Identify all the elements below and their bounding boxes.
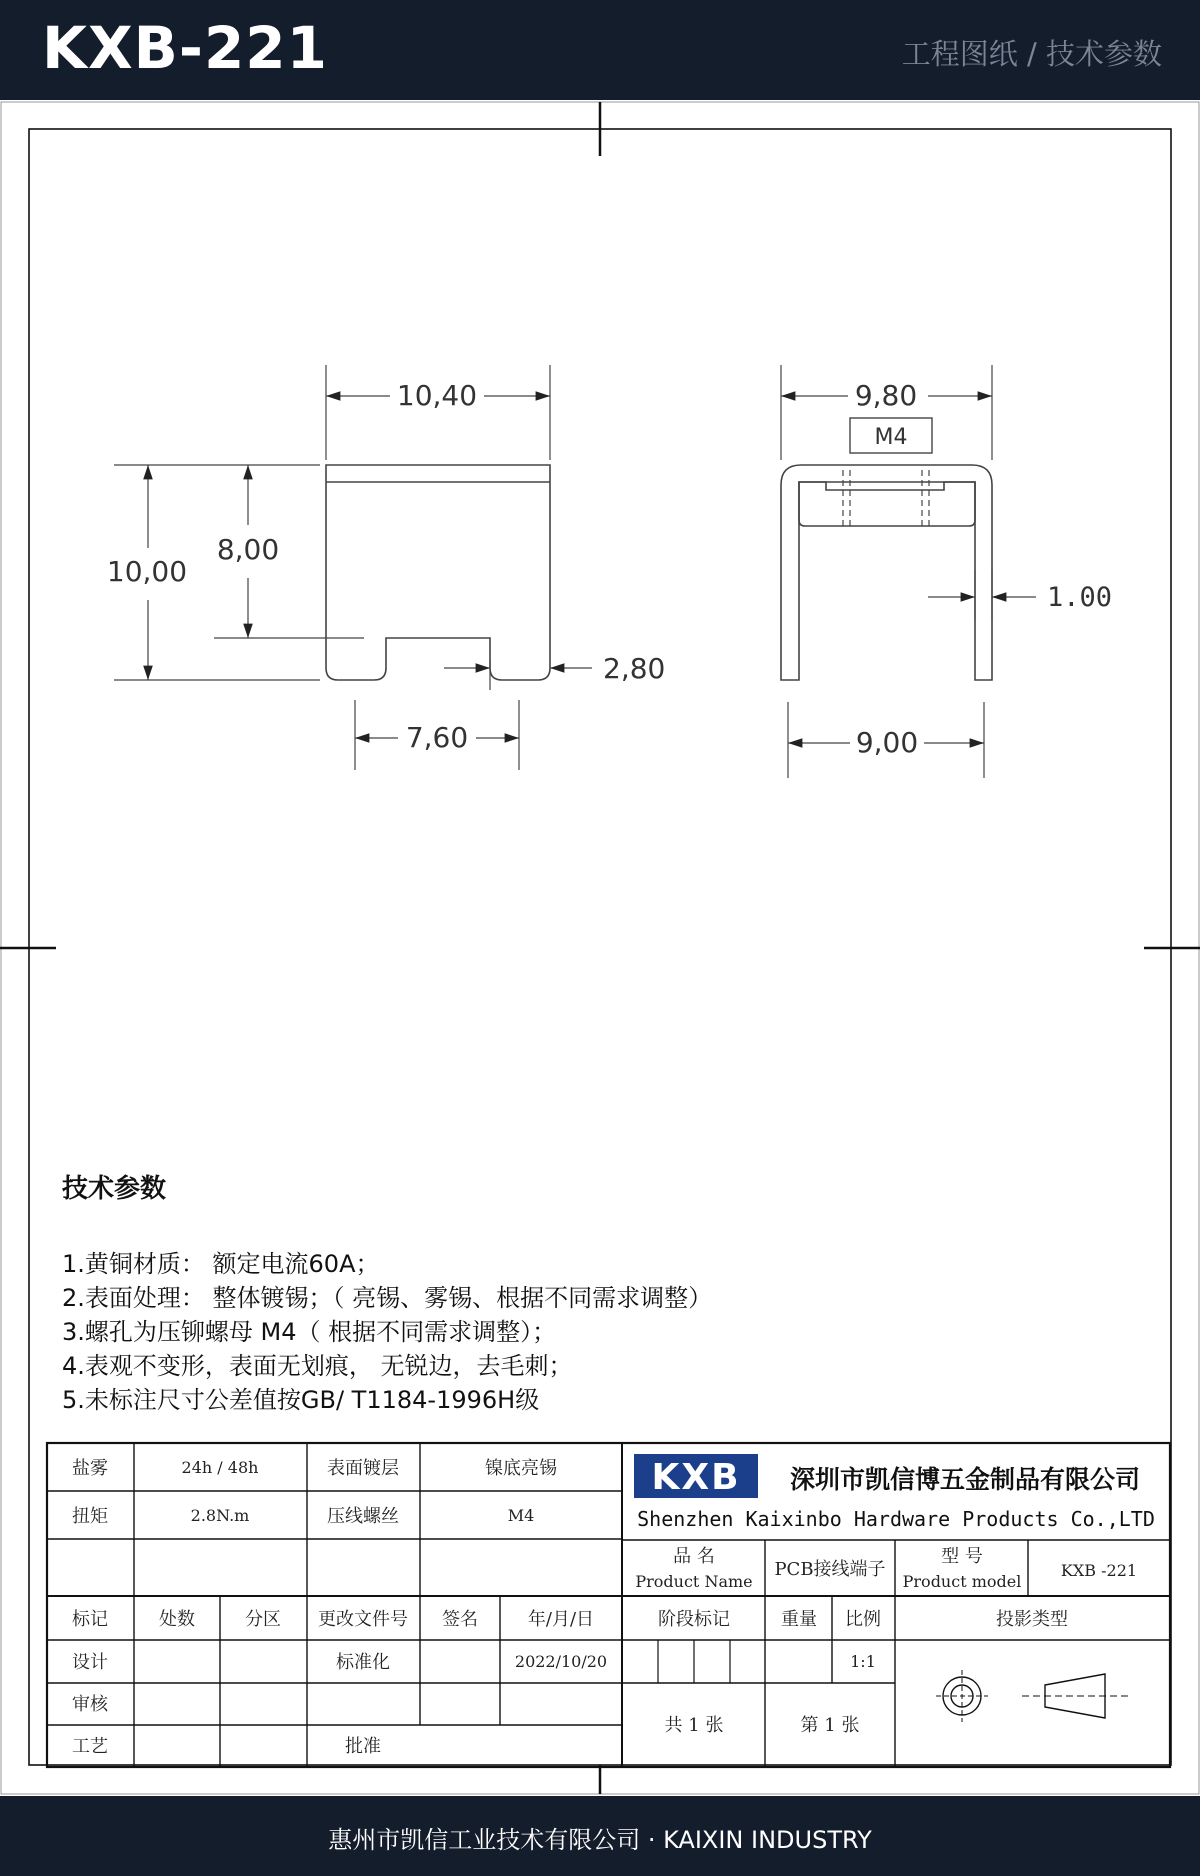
dim-front-width-top: 10,40 bbox=[396, 379, 478, 412]
tb-stage: 阶段标记 bbox=[658, 1609, 730, 1630]
tb-scale: 比例 bbox=[845, 1609, 881, 1630]
note-item: 5.未标注尺寸公差值按GB/ T1184-1996H级 bbox=[62, 1386, 540, 1414]
tb-product-name-en: Product Name bbox=[635, 1572, 753, 1591]
tb-header-zone: 分区 bbox=[245, 1609, 281, 1630]
tb-screw-value: M4 bbox=[507, 1506, 535, 1525]
notes-title: 技术参数 bbox=[62, 1174, 167, 1204]
note-item: 1.黄铜材质： 额定电流60A； bbox=[62, 1250, 380, 1278]
tb-sheet-no: 第 1 张 bbox=[800, 1715, 860, 1736]
tb-scale-value: 1:1 bbox=[850, 1652, 876, 1671]
company-logo-text: KXB bbox=[651, 1457, 741, 1498]
tb-torque-label: 扭矩 bbox=[72, 1506, 108, 1527]
tb-salt-label: 盐雾 bbox=[72, 1458, 108, 1479]
dim-front-width-bottom: 7,60 bbox=[405, 721, 469, 754]
tb-review: 审核 bbox=[72, 1694, 108, 1715]
dim-front-notch: 2,80 bbox=[603, 652, 666, 685]
side-view-m4-label: M4 bbox=[874, 425, 908, 450]
note-item: 2.表面处理： 整体镀锡；（ 亮锡、雾锡、根据不同需求调整） bbox=[62, 1284, 713, 1312]
tb-header-count: 处数 bbox=[159, 1609, 195, 1630]
dim-front-height-inner: 8,00 bbox=[216, 533, 280, 566]
tb-model-en: Product model bbox=[902, 1572, 1022, 1591]
tb-plating-label: 表面镀层 bbox=[327, 1458, 399, 1479]
front-view-outline bbox=[326, 465, 550, 680]
tb-total-sheets: 共 1 张 bbox=[664, 1715, 724, 1736]
tb-product-name-cn: 品 名 bbox=[673, 1546, 715, 1567]
note-item: 3.螺孔为压铆螺母 M4（ 根据不同需求调整）； bbox=[62, 1318, 557, 1346]
footer-text: 惠州市凯信工业技术有限公司 · KAIXIN INDUSTRY bbox=[328, 1826, 872, 1854]
tb-weight: 重量 bbox=[781, 1609, 817, 1630]
tb-standard: 标准化 bbox=[336, 1652, 390, 1673]
tb-process: 工艺 bbox=[72, 1736, 108, 1757]
tb-header-doc: 更改文件号 bbox=[318, 1609, 408, 1630]
dim-side-thickness: 1.00 bbox=[1047, 582, 1113, 613]
tb-screw-label: 压线螺丝 bbox=[327, 1506, 399, 1527]
page-subtitle: 工程图纸 / 技术参数 bbox=[901, 37, 1162, 71]
tb-projection: 投影类型 bbox=[996, 1609, 1068, 1630]
tb-salt-value: 24h / 48h bbox=[181, 1458, 259, 1477]
note-item: 4.表观不变形，表面无划痕， 无锐边，去毛刺； bbox=[62, 1352, 573, 1380]
company-name-cn: 深圳市凯信博五金制品有限公司 bbox=[789, 1465, 1141, 1494]
side-view bbox=[781, 365, 1036, 778]
tb-header-mark: 标记 bbox=[72, 1609, 108, 1630]
tb-product-name-value: PCB接线端子 bbox=[774, 1559, 886, 1580]
tb-design: 设计 bbox=[72, 1652, 108, 1673]
tb-approve: 批准 bbox=[345, 1736, 381, 1757]
tb-plating-value: 镍底亮锡 bbox=[485, 1458, 557, 1479]
page-title: KXB-221 bbox=[42, 14, 329, 82]
dim-side-width-top: 9,80 bbox=[854, 379, 918, 412]
side-view-nut bbox=[799, 482, 975, 526]
technical-notes bbox=[62, 1168, 1142, 1417]
tb-date-value: 2022/10/20 bbox=[514, 1652, 608, 1671]
company-name-en: Shenzhen Kaixinbo Hardware Products Co.,LTD bbox=[637, 1507, 1155, 1531]
footer-bar bbox=[0, 1796, 1200, 1876]
dim-side-width-bottom: 9,00 bbox=[855, 726, 919, 759]
side-view-outline bbox=[781, 465, 992, 680]
tb-header-date: 年/月/日 bbox=[527, 1609, 595, 1630]
dim-front-height-total: 10,00 bbox=[106, 555, 188, 588]
tb-torque-value: 2.8N.m bbox=[190, 1506, 250, 1525]
tb-header-sign: 签名 bbox=[442, 1609, 478, 1630]
tb-model-value: KXB -221 bbox=[1060, 1561, 1138, 1580]
tb-model-cn: 型 号 bbox=[941, 1546, 983, 1567]
projection-symbol-cone bbox=[1045, 1674, 1105, 1718]
